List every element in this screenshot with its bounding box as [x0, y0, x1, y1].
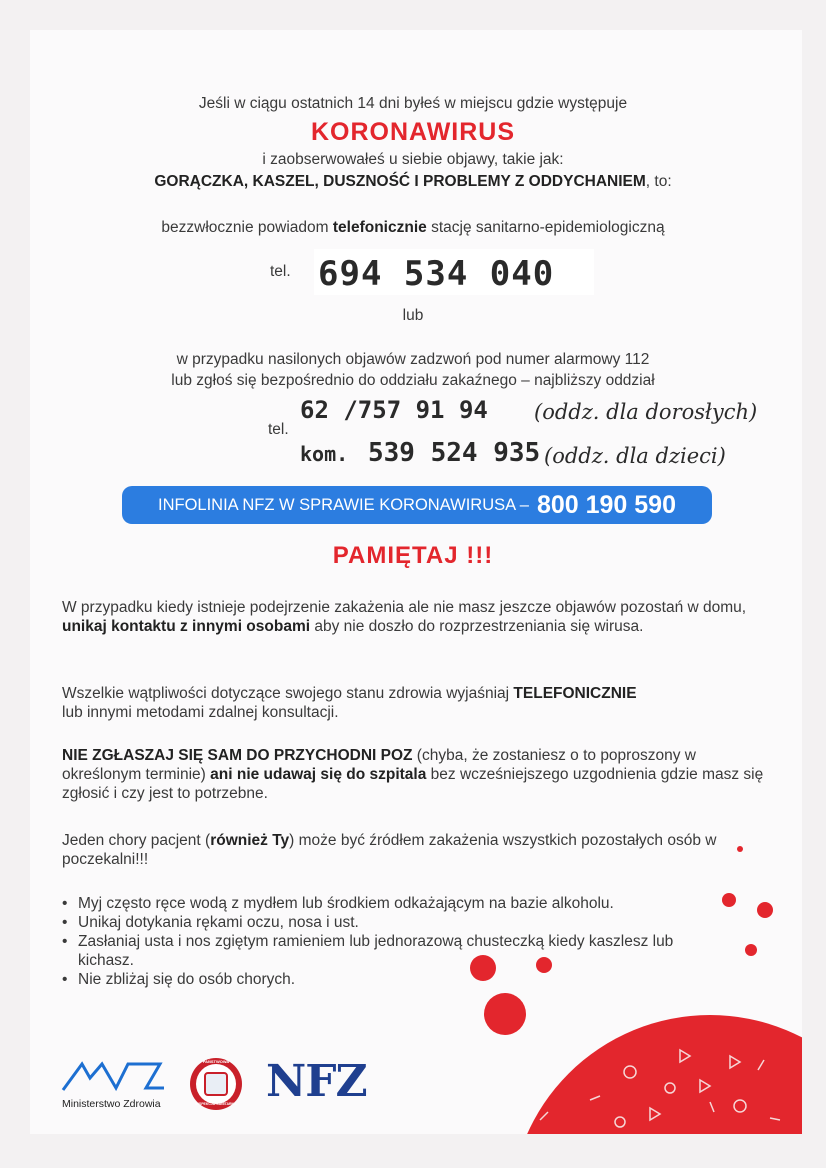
nfz-logo: NFZ [266, 1056, 367, 1107]
advice-list [62, 894, 722, 989]
phone1-label: tel. [270, 263, 291, 280]
p4-bold: również Ty [210, 832, 290, 849]
note-adults: (oddz. dla dorosłych) [534, 400, 758, 424]
advice-item: • Myj często ręce wodą z mydłem lub środkiem odkażającym na bazie alkoholu. [62, 894, 722, 913]
paragraph-no-clinic [62, 746, 772, 803]
virus-dot-icon [737, 846, 743, 852]
headline-koronawirus: KORONAWIRUS [310, 118, 516, 146]
emergency-line-1: w przypadku nasilonych objawów zadzwoń pod numer alarmowy 112 [176, 351, 650, 368]
virus-dot-icon [470, 955, 496, 981]
p3-bold-c: ani nie udawaj się do szpitala [210, 766, 427, 783]
paragraph-phone [62, 684, 742, 722]
symptoms-suffix: , to: [645, 173, 672, 190]
virus-large-icon [500, 1010, 802, 1134]
or-text: lub [402, 307, 424, 324]
emergency-tel-label: tel. [268, 421, 289, 438]
p3-bold-a: NIE ZGŁASZAJ SIĘ SAM DO PRZYCHODNI POZ [62, 747, 413, 764]
notify-suffix: stację sanitarno-epidemiologiczną [426, 219, 665, 236]
p2-bold: TELEFONICZNIE [513, 685, 637, 702]
phone1-number: 694 534 040 [318, 254, 555, 294]
hotline-number: 800 190 590 [536, 490, 676, 519]
p4-text-c: ) może być źródłem zakażenia wszystkich pozostałych osób w poczekalni!!! [62, 832, 717, 868]
virus-dot-icon [536, 957, 552, 973]
intro-line-2: i zaobserwowałeś u siebie objawy, takie jak: [262, 151, 564, 168]
sanepid-top-text: PAŃSTWOWA [202, 1059, 230, 1064]
symptoms-bold: GORĄCZKA, KASZEL, DUSZNOŚĆ I PROBLEMY Z ODDYCHANIEM [154, 173, 646, 190]
p4-text-a: Jeden chory pacjent ( [62, 832, 211, 849]
p1-text-a: W przypadku kiedy istnieje podejrzenie zakażenia ale nie masz jeszcze objawów pozostań w domu, [62, 599, 747, 616]
p1-text-c: aby nie doszło do rozprzestrzeniania się wirusa. [310, 618, 644, 635]
p3-text-b: (chyba, że zostaniesz o to poproszony w określonym terminie) [62, 747, 696, 783]
number-adults: 62 /757 91 94 [300, 396, 488, 424]
kom-label: kom. [300, 442, 349, 466]
sanepid-bottom-text: INSPEKCJA SANITARNA [195, 1102, 237, 1106]
advice-item: • Zasłaniaj usta i nos zgiętym ramieniem lub jednorazową chusteczką kiedy kaszlesz lub kichasz. [62, 932, 722, 970]
p1-bold: unikaj kontaktu z innymi osobami [62, 618, 311, 635]
virus-dot-icon [722, 893, 736, 907]
p2-text-c: lub innymi metodami zdalnej konsultacji. [62, 704, 339, 721]
symptoms-line [0, 172, 826, 192]
sanepid-logo-icon [190, 1058, 242, 1110]
ministry-logo-icon [60, 1058, 170, 1094]
notify-prefix: bezzwłocznie powiadom [161, 219, 333, 236]
number-children: 539 524 935 [368, 438, 541, 468]
note-children: (oddz. dla dzieci) [544, 444, 726, 468]
intro-line-1: Jeśli w ciągu ostatnich 14 dni byłeś w miejscu gdzie występuje [198, 95, 628, 112]
virus-dot-icon [757, 902, 773, 918]
ministry-label: Ministerstwo Zdrowia [62, 1098, 161, 1110]
advice-item: • Unikaj dotykania rękami oczu, nosa i ust. [62, 913, 722, 932]
remember-heading: PAMIĘTAJ !!! [332, 542, 494, 569]
p2-text-a: Wszelkie wątpliwości dotyczące swojego stanu zdrowia wyjaśniaj [62, 685, 514, 702]
emergency-line-2: lub zgłoś się bezpośrednio do oddziału zakaźnego – najbliższy oddział [171, 372, 655, 389]
advice-item: • Nie zbliżaj się do osób chorych. [62, 970, 722, 989]
notify-bold: telefonicznie [332, 219, 427, 236]
virus-dot-icon [745, 944, 757, 956]
hotline-banner [122, 486, 712, 524]
paragraph-stay-home [62, 598, 762, 636]
p3-text-d: bez wcześniejszego uzgodnienia gdzie masz się zgłosić i czy jest to potrzebne. [62, 766, 764, 802]
notify-line [0, 218, 826, 238]
hotline-text: INFOLINIA NFZ W SPRAWIE KORONAWIRUSA – [157, 495, 529, 514]
paragraph-waiting-room [62, 831, 752, 869]
